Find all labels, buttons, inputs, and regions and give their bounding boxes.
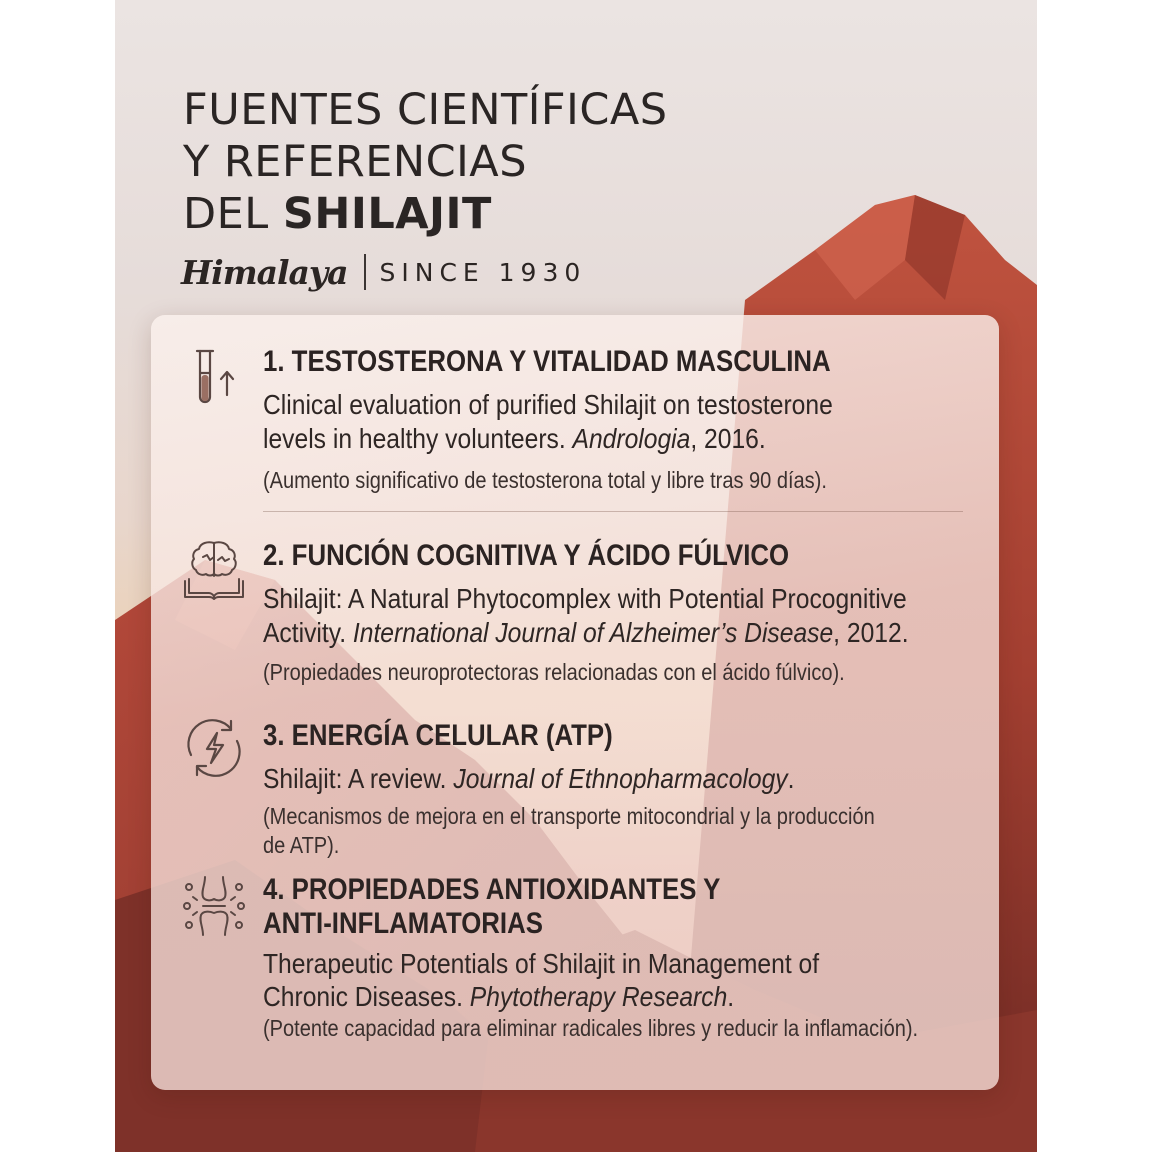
section-2-title: 2. FUNCIÓN COGNITIVA Y ÁCIDO FÚLVICO [263, 539, 790, 572]
himalaya-logo: Himalaya [181, 252, 348, 292]
section-1-journal: Andrologia [572, 423, 691, 454]
brand-row [181, 252, 586, 292]
section-3-citation [263, 762, 794, 796]
section-divider [263, 511, 963, 512]
section-4-note: (Potente capacidad para eliminar radicales libres y reducir la inflamación). [263, 1015, 919, 1041]
energy-cycle-icon [181, 715, 247, 781]
title-line-3-emphasis: SHILAJIT [282, 189, 492, 239]
section-3-citation-text: Shilajit: A review. [263, 763, 454, 794]
brand-tagline: SINCE 1930 [379, 257, 587, 287]
section-3-note-line-2: de ATP). [263, 832, 340, 858]
section-2-citation-line-2 [263, 616, 909, 650]
section-1-citation-line-1: Clinical evaluation of purified Shilajit on testosterone [263, 389, 833, 420]
section-2-citation-text: Activity. [263, 617, 353, 648]
section-4-citation-text: Chronic Diseases. [263, 981, 470, 1012]
section-3-citation-end: . [787, 763, 795, 794]
brand-divider [364, 254, 366, 290]
brain-book-icon [181, 537, 247, 603]
test-tube-up-arrow-icon [181, 345, 247, 411]
section-2-journal: International Journal of Alzheimer’s Disease [352, 617, 834, 648]
title-line-3-prefix: DEL [183, 189, 283, 239]
section-1-title: 1. TESTOSTERONA Y VITALIDAD MASCULINA [263, 345, 831, 378]
section-1-note: (Aumento significativo de testosterona total y libre tras 90 días). [263, 467, 827, 493]
section-4-citation-end: . [727, 981, 735, 1012]
joint-inflammation-icon [181, 873, 247, 939]
poster [115, 0, 1037, 1152]
section-2-year: , 2012. [833, 617, 909, 648]
section-2-note: (Propiedades neuroprotectoras relacionadas con el ácido fúlvico). [263, 659, 845, 685]
section-3-journal: Journal of Ethnopharmacology [453, 763, 788, 794]
section-4-title-line-1: 4. PROPIEDADES ANTIOXIDANTES Y [263, 873, 721, 906]
section-3-note-line-1: (Mecanismos de mejora en el transporte mitocondrial y la producción [263, 803, 875, 829]
section-1-citation-line-2 [263, 422, 766, 456]
section-4-journal: Phytotherapy Research [469, 981, 728, 1012]
section-4-title-line-2: ANTI-INFLAMATORIAS [263, 907, 543, 940]
title-line-1: FUENTES CIENTÍFICAS [183, 85, 668, 135]
section-2-citation-line-1: Shilajit: A Natural Phytocomplex with Potential Procognitive [263, 583, 907, 614]
references-card [151, 315, 999, 1090]
section-1-year: , 2016. [690, 423, 766, 454]
section-4-citation-line-1: Therapeutic Potentials of Shilajit in Management of [263, 948, 820, 979]
page-title [183, 84, 668, 240]
title-line-2: Y REFERENCIAS [183, 137, 528, 187]
section-4-citation-line-2 [263, 980, 734, 1014]
section-3-title: 3. ENERGÍA CELULAR (ATP) [263, 719, 613, 752]
section-1-citation-text: levels in healthy volunteers. [263, 423, 573, 454]
